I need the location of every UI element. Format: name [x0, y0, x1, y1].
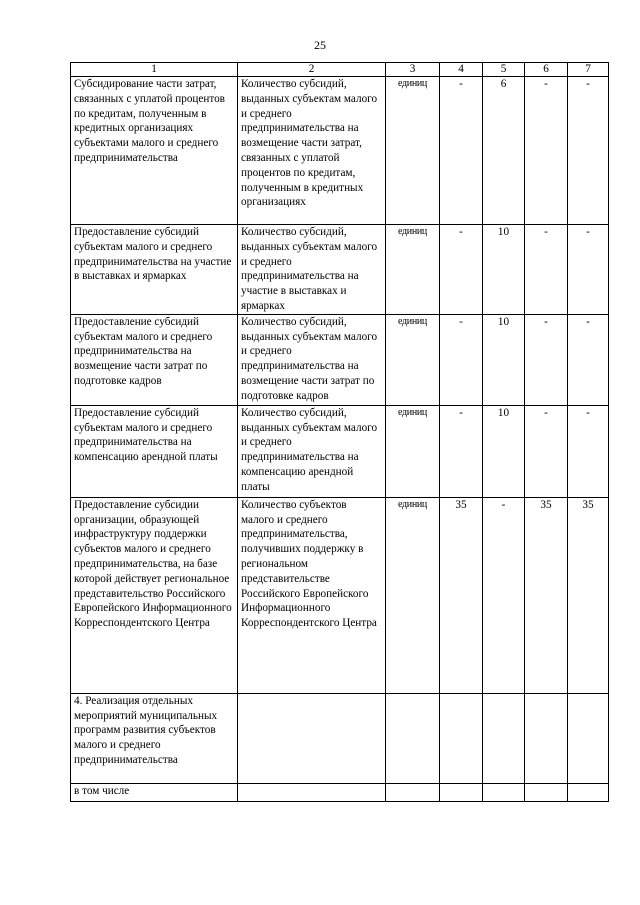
table-row	[71, 693, 609, 783]
value-cell: 10	[483, 314, 525, 405]
indicator-cell: Количество субсидий, выданных субъектам малого и среднего предпринимательства на возмещение части затрат, связанных с уплатой процентов по кредитам, полученным в кредитных организациях	[238, 77, 386, 225]
value-cell: -	[525, 225, 568, 315]
table-row	[71, 77, 609, 225]
measure-cell: Субсидирование части затрат, связанных с уплатой процентов по кредитам, полученным в кредитных организациях субъектами малого и среднего предпринимательства	[71, 77, 238, 225]
value-cell: -	[568, 225, 609, 315]
unit-cell: единиц	[386, 77, 440, 225]
table-row	[71, 405, 609, 497]
value-cell	[525, 693, 568, 783]
value-cell: -	[440, 314, 483, 405]
value-cell	[568, 783, 609, 801]
measure-cell: Предоставление субсидий субъектам малого и среднего предпринимательства на возмещение части затрат по подготовке кадров	[71, 314, 238, 405]
unit-cell: единиц	[386, 497, 440, 693]
value-cell	[440, 783, 483, 801]
value-cell	[525, 783, 568, 801]
value-cell: -	[568, 77, 609, 225]
header-cell: 4	[440, 63, 483, 77]
table-row	[71, 783, 609, 801]
value-cell: 10	[483, 405, 525, 497]
value-cell: -	[525, 314, 568, 405]
unit-cell: единиц	[386, 405, 440, 497]
indicator-cell	[238, 783, 386, 801]
indicator-cell: Количество субсидий, выданных субъектам малого и среднего предпринимательства на участие в выставках и ярмарках	[238, 225, 386, 315]
unit-cell: единиц	[386, 225, 440, 315]
measure-cell: Предоставление субсидий субъектам малого и среднего предпринимательства на компенсацию арендной платы	[71, 405, 238, 497]
table-header-row	[71, 63, 609, 77]
table-row	[71, 497, 609, 693]
value-cell: -	[568, 405, 609, 497]
header-cell: 2	[238, 63, 386, 77]
indicator-cell: Количество субсидий, выданных субъектам малого и среднего предпринимательства на возмещение части затрат по подготовке кадров	[238, 314, 386, 405]
header-cell: 6	[525, 63, 568, 77]
unit-cell	[386, 693, 440, 783]
value-cell: 10	[483, 225, 525, 315]
measure-cell: в том числе	[71, 783, 238, 801]
indicator-cell	[238, 693, 386, 783]
indicators-table	[70, 62, 609, 802]
value-cell: -	[440, 77, 483, 225]
header-cell: 5	[483, 63, 525, 77]
value-cell: -	[525, 77, 568, 225]
indicator-cell: Количество субсидий, выданных субъектам малого и среднего предпринимательства на компенсацию арендной платы	[238, 405, 386, 497]
measure-cell: Предоставление субсидий субъектам малого и среднего предпринимательства на участие в выставках и ярмарках	[71, 225, 238, 315]
unit-cell	[386, 783, 440, 801]
value-cell: -	[440, 405, 483, 497]
value-cell	[483, 693, 525, 783]
section-heading-cell: 4. Реализация отдельных мероприятий муниципальных программ развития субъектов малого и среднего предпринимательства	[71, 693, 238, 783]
value-cell: -	[568, 314, 609, 405]
value-cell: 35	[525, 497, 568, 693]
value-cell	[440, 693, 483, 783]
table-row	[71, 314, 609, 405]
value-cell	[568, 693, 609, 783]
header-cell: 3	[386, 63, 440, 77]
value-cell: -	[525, 405, 568, 497]
value-cell: -	[483, 497, 525, 693]
value-cell: 35	[440, 497, 483, 693]
measure-cell: Предоставление субсидии организации, образующей инфраструктуру поддержки субъектов малого и среднего предпринимательства, на базе которой действует региональное представительство Российского Европейского Информационного Корреспондентского Центра	[71, 497, 238, 693]
table-row	[71, 225, 609, 315]
value-cell: -	[440, 225, 483, 315]
value-cell: 6	[483, 77, 525, 225]
indicator-cell: Количество субъектов малого и среднего предпринимательства, получивших поддержку в региональном представительстве Российского Европейского Информационного Корреспондентского Центра	[238, 497, 386, 693]
unit-cell: единиц	[386, 314, 440, 405]
value-cell: 35	[568, 497, 609, 693]
header-cell: 1	[71, 63, 238, 77]
header-cell: 7	[568, 63, 609, 77]
value-cell	[483, 783, 525, 801]
page-number: 25	[314, 38, 326, 52]
